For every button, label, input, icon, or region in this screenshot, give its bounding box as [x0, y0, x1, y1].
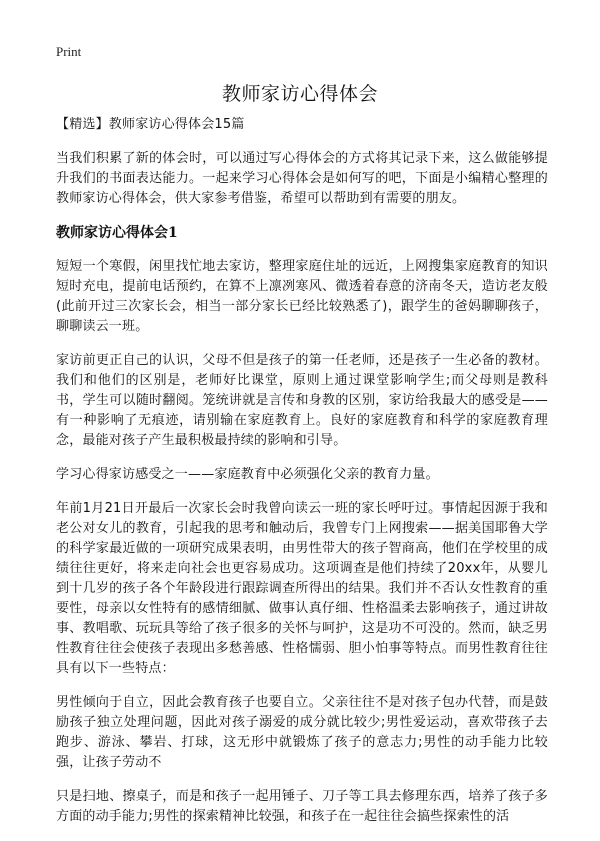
body-paragraph: 家访前更正自己的认识，父母不但是孩子的第一任老师，还是孩子一生必备的教材。我们和他们的区别是，老师好比课堂，原则上通过课堂影响学生;而父母则是教科书，学生可以随时翻阅。笼统讲就是言传和身教的区别，家访给我最大的感受是——有一种影响了无痕迹，请别输在家庭教育上。良好的家庭教育和科学的家庭教育理念，最能对孩子产生最积极最持续的影响和引导。: [56, 353, 548, 448]
document-subtitle: 【精选】教师家访心得体会15篇: [56, 117, 245, 132]
intro-paragraph: 当我们积累了新的体会时，可以通过写心得体会的方式将其记录下来，这么做能够提升我们的书面表达能力。一起来学习心得体会是如何写的吧，下面是小编精心整理的教师家访心得体会，供大家参考借鉴，希望可以帮助到有需要的朋友。: [56, 151, 548, 206]
body-paragraph: 年前1月21日开最后一次家长会时我曾向读云一班的家长呼吁过。事情起因源于我和老公对女儿的教育，引起我的思考和触动后，我曾专门上网搜索——据美国耶鲁大学的科学家最近做的一项研究成果表明，由男性带大的孩子智商高，他们在学校里的成绩往往更好，将来走向社会也更容易成功。这项调查是他们持续了20xx年，从婴儿到十几岁的孩子各个年龄段进行跟踪调查所得出的结果。我们并不否认女性教育的重要性，母亲以女性特有的感情细腻、做事认真仔细、性格温柔去影响孩子，通过讲故事、教唱歌、玩玩具等给了孩子很多的关怀与呵护，这是功不可没的。然而，缺乏男性教育往往会使孩子表现出多愁善感、性格懦弱、胆小怕事等特点。而男性教育往往具有以下一些特点：: [56, 501, 548, 676]
body-paragraph: 学习心得家访感受之一——家庭教育中必须强化父亲的教育力量。: [56, 467, 439, 482]
print-label[interactable]: Print: [56, 44, 82, 59]
body-paragraph: 短短一个寒假，闲里找忙地去家访，整理家庭住址的远近，上网搜集家庭教育的知识短时充电，提前电话预约，在算不上凛冽寒风、微透着春意的济南冬天，造访老友般(此前开过三次家长会，相当一部分家长已经比较熟悉了)，跟学生的爸妈聊聊孩子，聊聊读云一班。: [56, 259, 548, 334]
page-title: 教师家访心得体会: [221, 83, 378, 105]
body-paragraph: 只是扫地、擦桌子，而是和孩子一起用锤子、刀子等工具去修理东西，培养了孩子多方面的动手能力;男性的探索精神比较强，和孩子在一起往往会搞些探索性的活: [56, 789, 548, 824]
document-body: [56, 115, 548, 841]
section-heading: 教师家访心得体会1: [56, 225, 178, 241]
body-paragraph: 男性倾向于自立，因此会教育孩子也要自立。父亲往往不是对孩子包办代替，而是鼓励孩子独立处理问题，因此对孩子溺爱的成分就比较少;男性爱运动，喜欢带孩子去跑步、游泳、攀岩、打球，这无形中就锻炼了孩子的意志力;男性的动手能力比较强，让孩子劳动不: [56, 695, 548, 770]
